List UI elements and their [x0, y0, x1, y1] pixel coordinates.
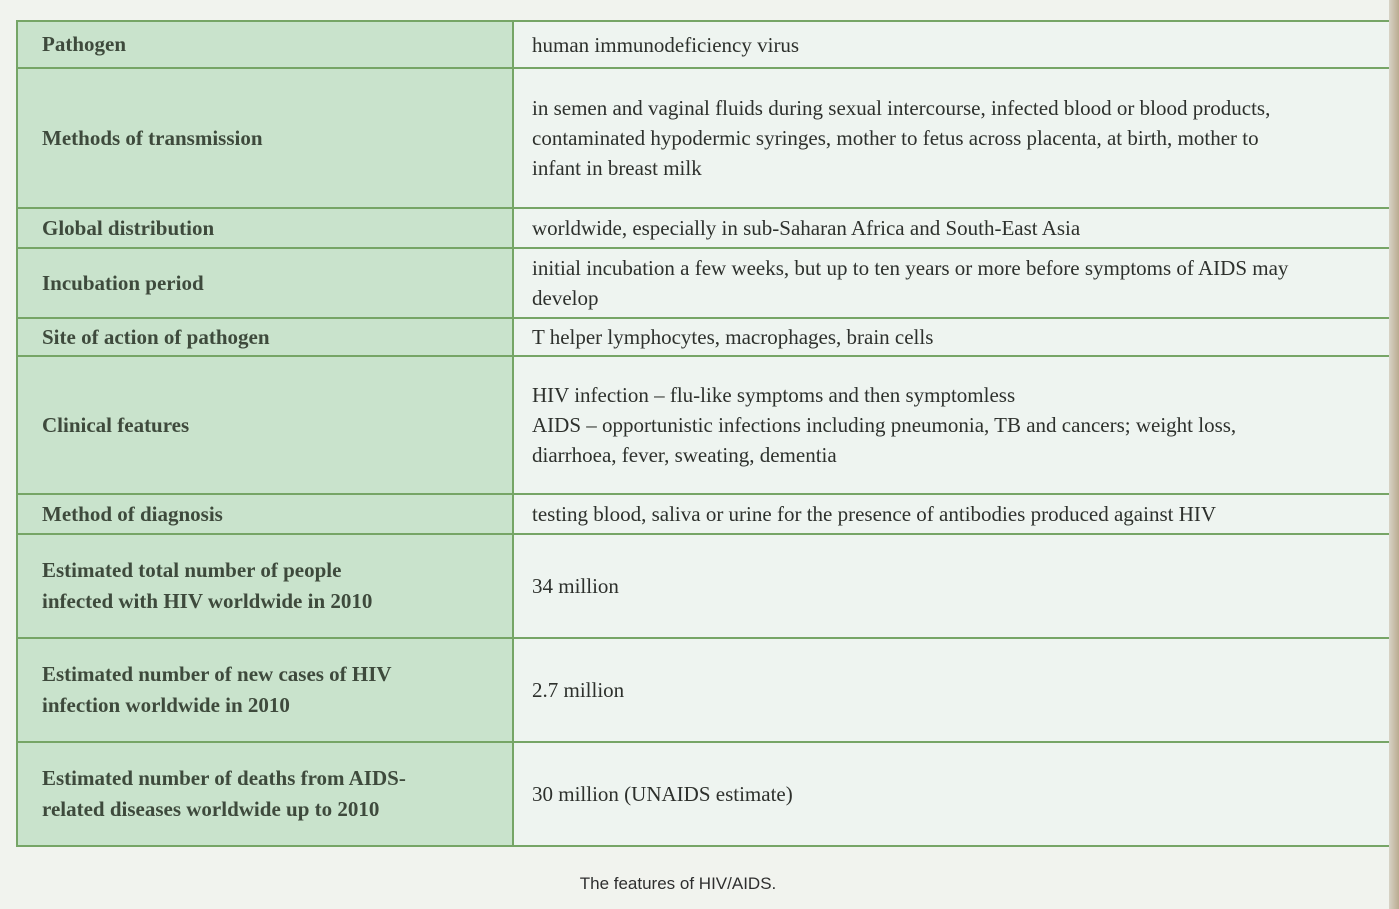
label-line: Estimated number of new cases of HIV [42, 662, 392, 686]
row-label [17, 208, 513, 248]
row-value [513, 534, 1389, 638]
label-line: Estimated total number of people [42, 558, 342, 582]
row-label [17, 534, 513, 638]
label-text: Pathogen [42, 32, 126, 56]
value-line: 2.7 million [532, 678, 625, 702]
value-line: initial incubation a few weeks, but up to ten years or more before symptoms of AIDS may [532, 256, 1289, 280]
label-text: Methods of transmission [42, 125, 263, 150]
value-line: diarrhoea, fever, sweating, dementia [532, 443, 837, 467]
value-line: contaminated hypodermic syringes, mother to fetus across placenta, at birth, mother to [532, 126, 1259, 150]
label-line: Estimated number of deaths from AIDS- [42, 766, 406, 790]
table-row [17, 638, 1389, 742]
label-text: Clinical features [42, 412, 190, 437]
row-label [17, 318, 513, 356]
row-label [17, 356, 513, 494]
label-text: Global distribution [42, 215, 215, 240]
row-label [17, 68, 513, 208]
row-value [513, 318, 1389, 356]
value-line: 30 million (UNAIDS estimate) [532, 782, 793, 806]
label-text: Method of diagnosis [42, 501, 223, 526]
table-row [17, 742, 1389, 846]
table-row [17, 21, 1389, 68]
row-value [513, 742, 1389, 846]
table-row [17, 318, 1389, 356]
label-line: related diseases worldwide up to 2010 [42, 797, 380, 821]
label-text: Site of action of pathogen [42, 324, 270, 349]
row-value [513, 208, 1389, 248]
label-text: Incubation period [42, 270, 204, 295]
value-line: in semen and vaginal fluids during sexual intercourse, infected blood or blood products, [532, 96, 1271, 120]
table-row [17, 248, 1389, 318]
value-line: human immunodeficiency virus [532, 32, 800, 57]
value-line: 34 million [532, 574, 619, 598]
row-value [513, 638, 1389, 742]
row-label [17, 742, 513, 846]
table-row [17, 494, 1389, 534]
row-label [17, 494, 513, 534]
table-row [17, 208, 1389, 248]
page-edge [1389, 0, 1399, 909]
value-line: develop [532, 286, 599, 310]
row-value [513, 494, 1389, 534]
table-caption [0, 874, 1384, 894]
row-label [17, 638, 513, 742]
row-value [513, 68, 1389, 208]
value-line: infant in breast milk [532, 156, 702, 180]
label-line: infection worldwide in 2010 [42, 693, 290, 717]
row-label [17, 248, 513, 318]
table-row [17, 534, 1389, 638]
row-value [513, 248, 1389, 318]
value-line: AIDS – opportunistic infections including pneumonia, TB and cancers; weight loss, [532, 413, 1237, 437]
table-row [17, 68, 1389, 208]
caption-text: The features of HIV/AIDS. [579, 874, 777, 893]
value-line: HIV infection – flu-like symptoms and then symptomless [532, 383, 1016, 407]
value-line: T helper lymphocytes, macrophages, brain cells [532, 325, 934, 349]
hiv-features-table [16, 20, 1389, 847]
label-line: infected with HIV worldwide in 2010 [42, 589, 373, 613]
row-value [513, 356, 1389, 494]
row-label [17, 21, 513, 68]
row-value [513, 21, 1389, 68]
value-line: worldwide, especially in sub-Saharan Africa and South-East Asia [532, 216, 1081, 240]
table-row [17, 356, 1389, 494]
value-line: testing blood, saliva or urine for the presence of antibodies produced against HIV [532, 502, 1217, 526]
